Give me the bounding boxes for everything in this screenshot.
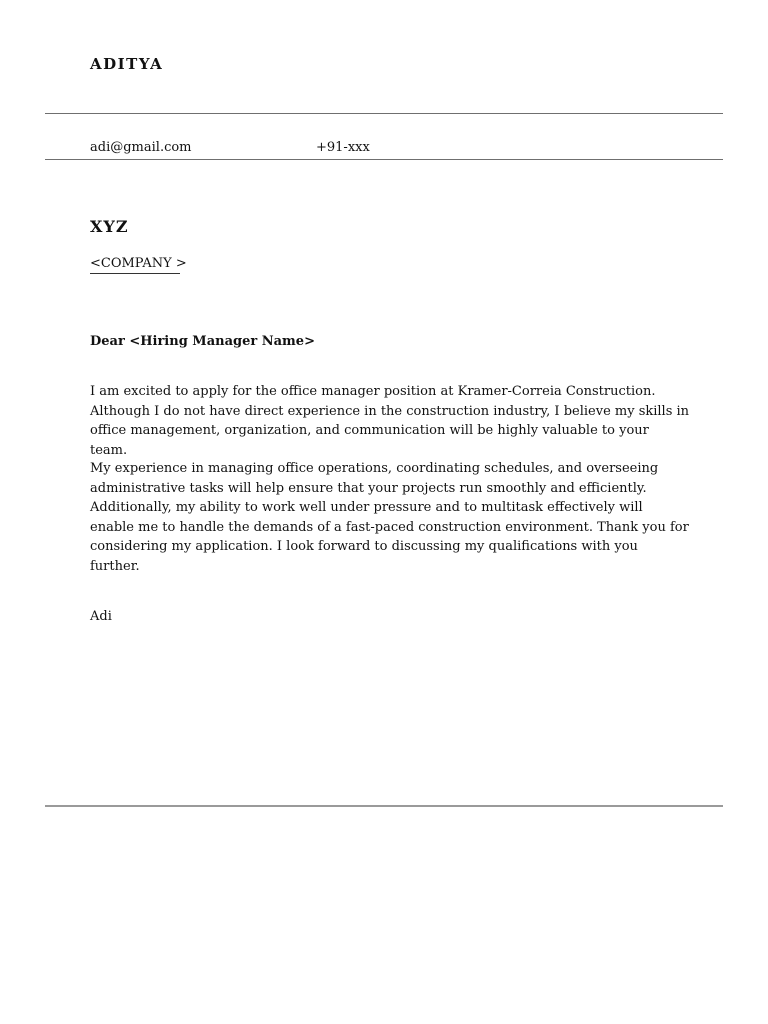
applicant-email: adi@gmail.com — [90, 140, 192, 155]
applicant-phone: +91-xxx — [316, 140, 370, 155]
recipient-company: <COMPANY > — [90, 256, 180, 274]
recipient-name: XYZ — [90, 217, 129, 236]
header-divider-top — [45, 113, 723, 114]
signature: Adi — [90, 609, 112, 624]
header-divider-bottom — [45, 159, 723, 160]
letter-paragraph-2: My experience in managing office operations, coordinating schedules, and overseeing administrative tasks will help ensure that your projects run smoothly and efficiently. Additionally, my ability to work well under pressure and to multitask effectively will enable me to handle the demands of a fast-paced construction environment. Thank you for considering my application. I look forward to discussing my qualifications with you further. — [90, 461, 689, 574]
letter-paragraph-1: I am excited to apply for the office manager position at Kramer-Correia Construction. Although I do not have direct experience in the construction industry, I believe my skills in office management, organization, and communication will be highly valuable to your team. — [90, 384, 690, 458]
footer-divider — [45, 805, 723, 807]
applicant-name: ADITYA — [90, 55, 164, 73]
salutation: Dear <Hiring Manager Name> — [90, 334, 315, 349]
